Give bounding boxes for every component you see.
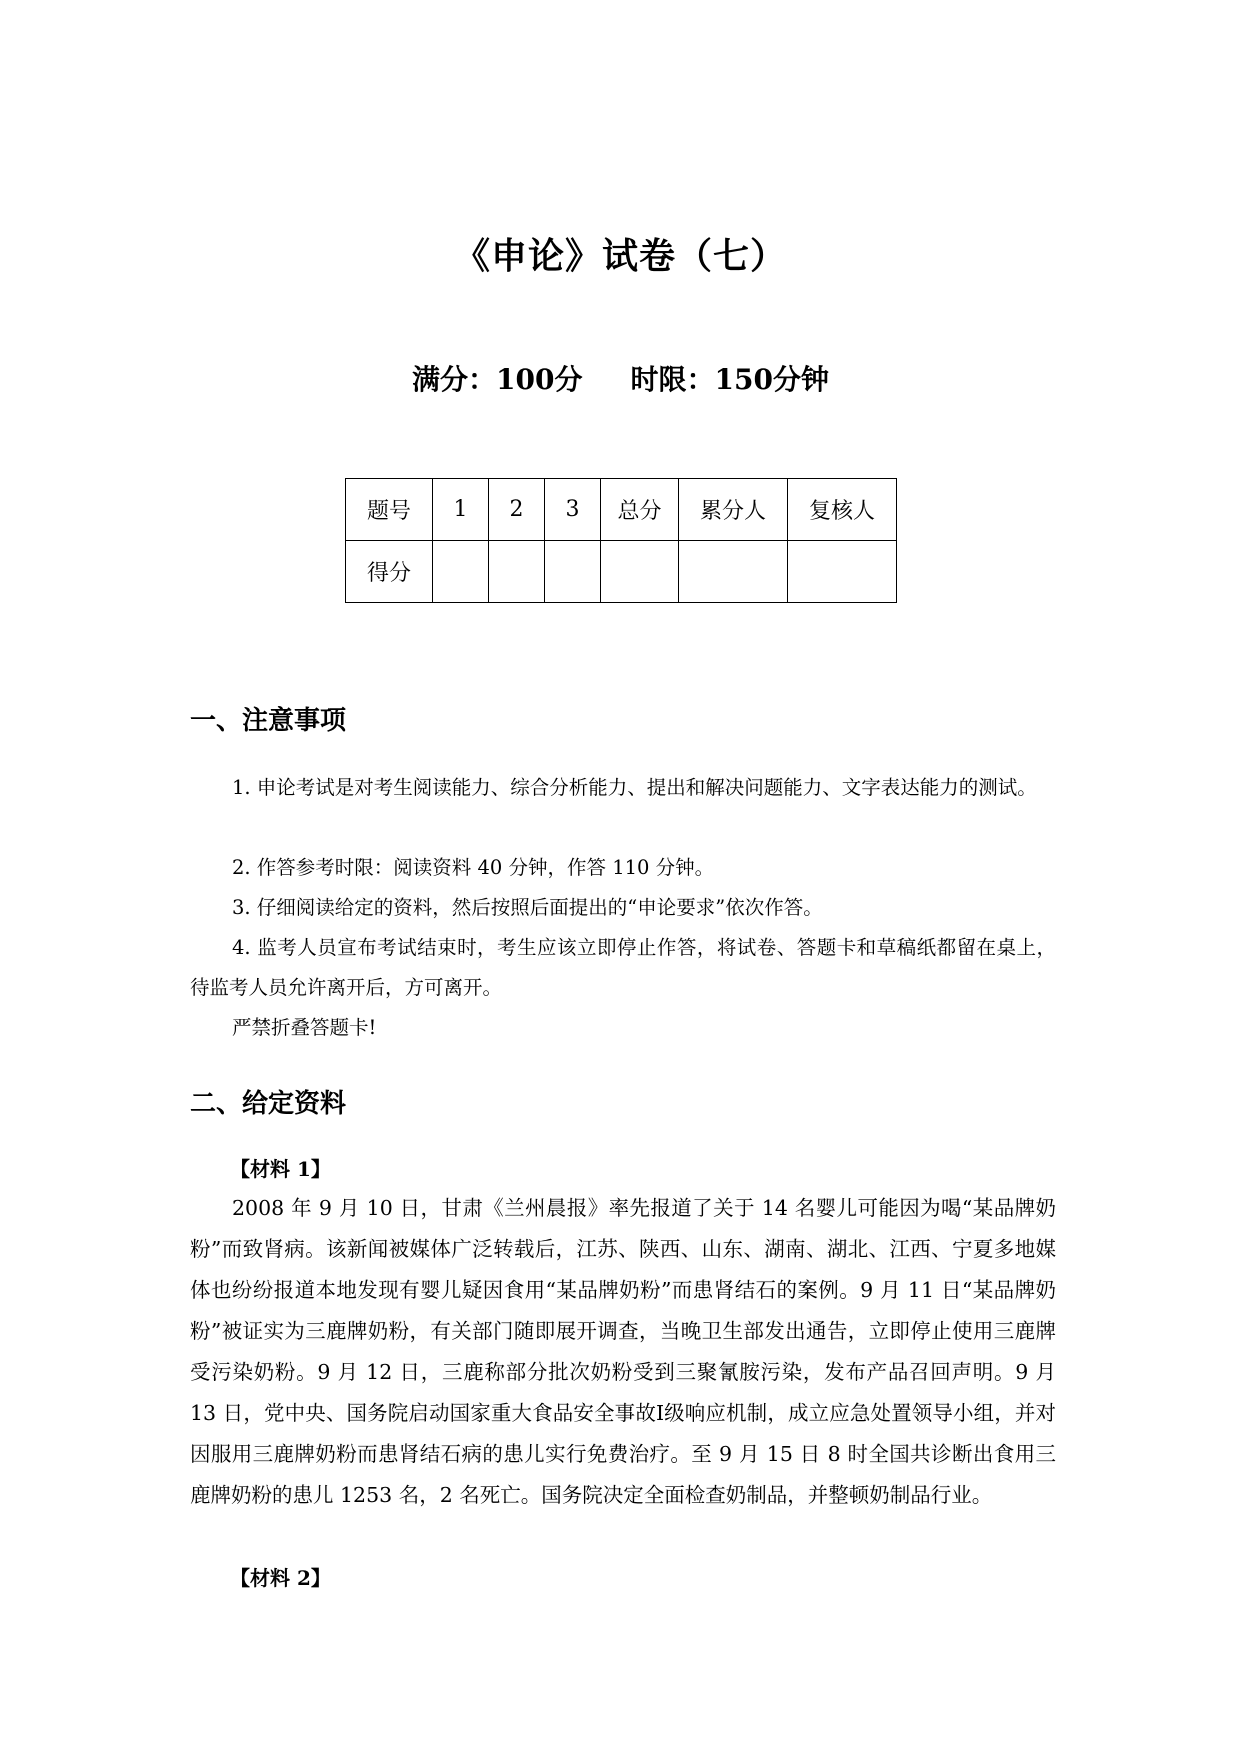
exam-info [0,358,1241,398]
score-cell[interactable] [679,541,788,603]
table-cell: 总分 [601,479,679,541]
table-cell: 得分 [346,541,433,603]
full-marks: 满分：100分 [412,363,583,396]
score-cell[interactable] [788,541,897,603]
section-heading-notes: 一、注意事项 [190,706,347,736]
time-limit: 时限：150分钟 [630,363,829,396]
table-header-row [346,479,897,541]
table-score-row [346,541,897,603]
table-cell: 1 [433,479,489,541]
table-cell: 累分人 [679,479,788,541]
score-cell[interactable] [489,541,545,603]
table-cell: 3 [545,479,601,541]
note-item: 4. 监考人员宣布考试结束时，考生应该立即停止作答，将试卷、答题卡和草稿纸都留在桌上，待监考人员允许离开后，方可离开。 [190,936,1056,999]
table-cell: 题号 [346,479,433,541]
note-item: 2. 作答参考时限：阅读资料 40 分钟，作答 110 分钟。 [232,856,715,879]
material-label: 【材料 2】 [230,1566,331,1590]
note-item: 3. 仔细阅读给定的资料，然后按照后面提出的“申论要求”依次作答。 [232,896,823,919]
score-cell[interactable] [433,541,489,603]
score-cell[interactable] [601,541,679,603]
note-item: 1. 申论考试是对考生阅读能力、综合分析能力、提出和解决问题能力、文字表达能力的测试。 [232,776,1037,799]
table-cell: 2 [489,479,545,541]
table-cell: 复核人 [788,479,897,541]
section-heading-materials: 二、给定资料 [190,1089,347,1119]
material-text: 2008 年 9 月 10 日，甘肃《兰州晨报》率先报道了关于 14 名婴儿可能因为喝“某品牌奶粉”而致肾病。该新闻被媒体广泛转载后，江苏、陕西、山东、湖南、湖北、江西、宁夏多地媒体也纷纷报道本地发现有婴儿疑因食用“某品牌奶粉”而患肾结石的案例。9 月 11 日“某品牌奶粉”被证实为三鹿牌奶粉，有关部门随即展开调查，当晚卫生部发出通告，立即停止使用三鹿牌受污染奶粉。9 月 12 日，三鹿称部分批次奶粉受到三聚氰胺污染，发布产品召回声明。9 月 13 日，党中央、国务院启动国家重大食品安全事故Ⅰ级响应机制，成立应急处置领导小组，并对因服用三鹿牌奶粉而患肾结石病的患儿实行免费治疗。至 9 月 15 日 8 时全国共诊断出食用三鹿牌奶粉的患儿 1253 名，2 名死亡。国务院决定全面检查奶制品，并整顿奶制品行业。 [190,1196,1056,1507]
material-label: 【材料 1】 [230,1157,331,1181]
score-table [345,478,897,603]
note-item: 严禁折叠答题卡! [232,1016,377,1039]
page-title: 《申论》试卷（七） [453,235,787,277]
score-cell[interactable] [545,541,601,603]
